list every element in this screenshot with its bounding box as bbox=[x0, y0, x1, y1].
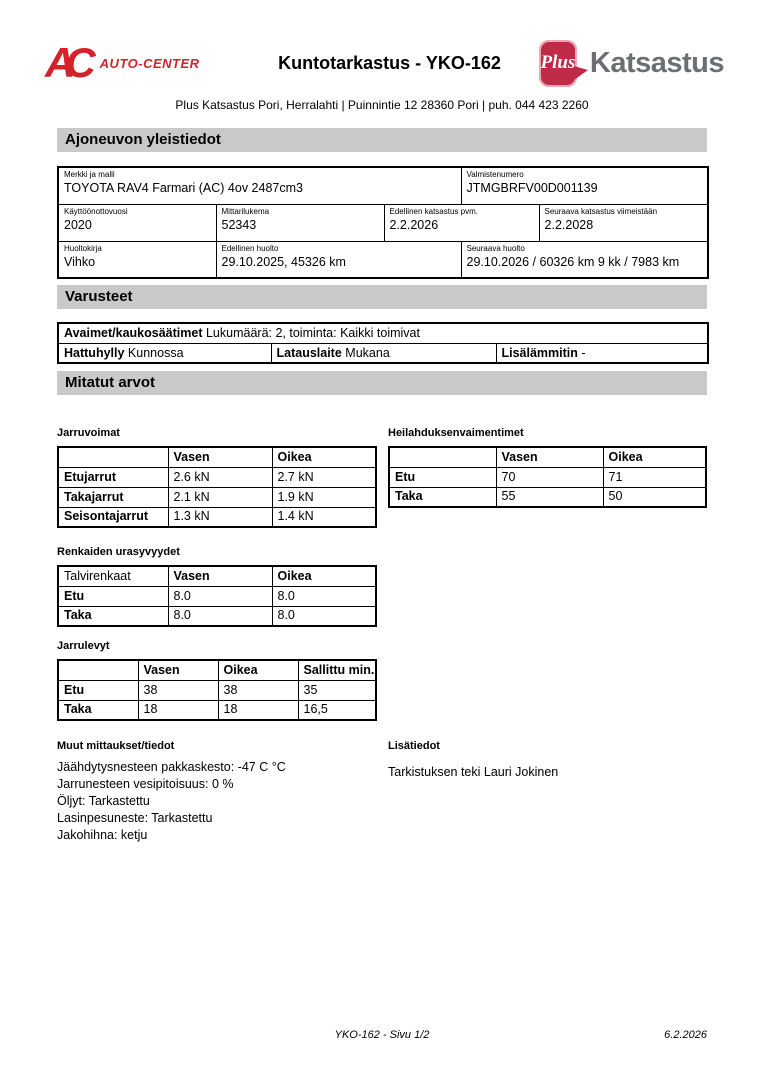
value-cell: 8.0 bbox=[168, 606, 272, 626]
field-label: Käyttöönottovuosi bbox=[64, 206, 128, 216]
field-value: 29.10.2026 / 60326 km 9 kk / 7983 km bbox=[466, 254, 680, 269]
measurements-top-row bbox=[57, 427, 707, 528]
field-label: Seuraava huolto bbox=[466, 243, 525, 253]
brake-discs-table bbox=[57, 659, 377, 721]
field-label: Lisälämmitin bbox=[501, 345, 578, 360]
table-row bbox=[389, 467, 706, 487]
field-label: Edellinen huolto bbox=[221, 243, 279, 253]
plus-katsastus-logo bbox=[539, 40, 724, 87]
note-line: Jäähdytysnesteen pakkaskesto: -47 C °C bbox=[57, 760, 286, 774]
note-line: Lasinpesuneste: Tarkastettu bbox=[57, 811, 213, 825]
shock-absorbers-block bbox=[388, 427, 705, 528]
value-cell: 2.1 kN bbox=[168, 487, 272, 507]
row-label: Etujarrut bbox=[58, 467, 168, 487]
header-cell: Oikea bbox=[272, 566, 376, 586]
field-label: Mittarilukema bbox=[221, 206, 270, 216]
field-value: 2.2.2026 bbox=[389, 217, 439, 232]
value-cell: 1.3 kN bbox=[168, 507, 272, 527]
shock-absorbers-caption: Heilahduksenvaimentimet bbox=[388, 427, 524, 439]
value-cell: 18 bbox=[218, 700, 298, 720]
other-measurements-block bbox=[57, 740, 375, 844]
brake-forces-table bbox=[57, 446, 377, 528]
field-value: JTMGBRFV00D001139 bbox=[466, 181, 598, 195]
value-cell: 71 bbox=[603, 467, 706, 487]
field-value: 29.10.2025, 45326 km bbox=[221, 254, 346, 269]
value-cell: 18 bbox=[138, 700, 218, 720]
field-seuraava-huolto bbox=[461, 241, 708, 278]
page-footer bbox=[0, 1029, 764, 1045]
equipment-table bbox=[57, 322, 709, 364]
equipment-row bbox=[58, 323, 708, 343]
vehicle-info-row bbox=[58, 241, 708, 278]
header-cell: Vasen bbox=[138, 660, 218, 680]
field-value: 2.2.2028 bbox=[544, 217, 594, 232]
field-huoltokirja bbox=[58, 241, 216, 278]
header-cell bbox=[58, 660, 138, 680]
page-title: Kuntotarkastus - YKO-162 bbox=[278, 52, 501, 73]
plus-badge-icon bbox=[539, 40, 577, 87]
field-value: Vihko bbox=[64, 254, 96, 269]
value-cell: 70 bbox=[496, 467, 603, 487]
field-value: Kunnossa bbox=[127, 345, 184, 360]
value-cell: 8.0 bbox=[272, 586, 376, 606]
header-cell: Oikea bbox=[218, 660, 298, 680]
brake-discs-caption: Jarrulevyt bbox=[57, 640, 110, 652]
row-label: Etu bbox=[58, 586, 168, 606]
print-date: 6.2.2026 bbox=[664, 1029, 707, 1041]
other-measurements-lines bbox=[57, 759, 375, 844]
field-mittarilukema bbox=[216, 204, 384, 241]
section-header-equipment: Varusteet bbox=[57, 285, 707, 309]
header-cell: Vasen bbox=[496, 447, 603, 467]
value-cell: 1.9 kN bbox=[272, 487, 376, 507]
field-avaimet bbox=[58, 323, 708, 343]
row-label: Taka bbox=[58, 606, 168, 626]
table-row bbox=[58, 487, 376, 507]
header-cell: Talvirenkaat bbox=[58, 566, 168, 586]
page-number: YKO-162 - Sivu 1/2 bbox=[334, 1029, 430, 1041]
vehicle-info-row bbox=[58, 204, 708, 241]
katsastus-wordmark: Katsastus bbox=[589, 46, 724, 79]
table-row bbox=[58, 700, 376, 720]
value-cell: 8.0 bbox=[272, 606, 376, 626]
field-label: Huoltokirja bbox=[64, 243, 102, 253]
value-cell: 50 bbox=[603, 487, 706, 507]
auto-center-logo bbox=[45, 39, 240, 86]
value-cell: 1.4 kN bbox=[272, 507, 376, 527]
row-label: Seisontajarrut bbox=[58, 507, 168, 527]
section-header-measurements: Mitatut arvot bbox=[57, 371, 707, 395]
report-body bbox=[57, 128, 707, 844]
vehicle-info-row bbox=[58, 167, 708, 204]
value-cell: 8.0 bbox=[168, 586, 272, 606]
brake-forces-caption: Jarruvoimat bbox=[57, 427, 120, 439]
tire-depths-table bbox=[57, 565, 377, 627]
field-value: 52343 bbox=[221, 217, 257, 232]
inspector-note: Tarkistuksen teki Lauri Jokinen bbox=[388, 765, 559, 779]
table-row bbox=[58, 586, 376, 606]
table-row bbox=[58, 467, 376, 487]
note-line: Jarrunesteen vesipitoisuus: 0 % bbox=[57, 777, 234, 791]
extra-info-block bbox=[388, 740, 705, 844]
field-label: Edellinen katsastus pvm. bbox=[389, 206, 478, 216]
field-seuraava-katsastus bbox=[539, 204, 708, 241]
row-label: Taka bbox=[58, 700, 138, 720]
field-merkki-ja-malli bbox=[58, 167, 461, 204]
row-label: Takajarrut bbox=[58, 487, 168, 507]
table-row bbox=[58, 680, 376, 700]
value-cell: 55 bbox=[496, 487, 603, 507]
vehicle-info-table bbox=[57, 166, 709, 279]
field-value: Mukana bbox=[345, 345, 390, 360]
brake-discs-block bbox=[57, 640, 707, 721]
note-line: Öljyt: Tarkastettu bbox=[57, 794, 150, 808]
field-edellinen-katsastus bbox=[384, 204, 539, 241]
header-cell: Oikea bbox=[603, 447, 706, 467]
value-cell: 38 bbox=[138, 680, 218, 700]
field-edellinen-huolto bbox=[216, 241, 461, 278]
field-valmistenumero bbox=[461, 167, 708, 204]
field-latauslaite bbox=[271, 343, 496, 363]
field-label: Hattuhylly bbox=[64, 345, 125, 360]
field-label: Avaimet/kaukosäätimet bbox=[64, 326, 203, 340]
speech-bubble-tail-icon bbox=[574, 66, 588, 80]
value-cell: 38 bbox=[218, 680, 298, 700]
auto-center-monogram-icon: AC bbox=[45, 39, 86, 86]
value-cell: 2.7 kN bbox=[272, 467, 376, 487]
header-cell: Sallittu min. bbox=[298, 660, 376, 680]
field-value: TOYOTA RAV4 Farmari (AC) 4ov 2487cm3 bbox=[64, 181, 303, 195]
report-header bbox=[0, 0, 764, 92]
field-label: Valmistenumero bbox=[466, 170, 524, 179]
note-line: Jakohihna: ketju bbox=[57, 828, 148, 842]
table-row bbox=[58, 606, 376, 626]
station-address: Plus Katsastus Pori, Herralahti | Puinnintie 12 28360 Pori | puh. 044 423 2260 bbox=[175, 98, 589, 112]
field-kayttoonottovuosi bbox=[58, 204, 216, 241]
tire-depths-caption: Renkaiden urasyvyydet bbox=[57, 546, 180, 558]
field-value: 2020 bbox=[64, 217, 92, 232]
table-header-row bbox=[58, 447, 376, 467]
value-cell: 35 bbox=[298, 680, 376, 700]
table-header-row bbox=[389, 447, 706, 467]
section-header-general: Ajoneuvon yleistiedot bbox=[57, 128, 707, 152]
field-label: Merkki ja malli bbox=[64, 170, 115, 179]
auto-center-wordmark: AUTO-CENTER bbox=[99, 55, 200, 71]
tire-depths-block bbox=[57, 546, 707, 627]
other-measurements-caption: Muut mittaukset/tiedot bbox=[57, 740, 175, 752]
table-header-row bbox=[58, 566, 376, 586]
header-cell bbox=[389, 447, 496, 467]
field-value: Lukumäärä: 2, toiminta: Kaikki toimivat bbox=[205, 326, 420, 340]
table-header-row bbox=[58, 660, 376, 680]
brake-forces-block bbox=[57, 427, 375, 528]
header-cell: Vasen bbox=[168, 566, 272, 586]
row-label: Etu bbox=[58, 680, 138, 700]
table-row bbox=[389, 487, 706, 507]
field-value: - bbox=[581, 345, 586, 360]
field-hattuhylly bbox=[58, 343, 271, 363]
row-label: Taka bbox=[389, 487, 496, 507]
header-cell: Vasen bbox=[168, 447, 272, 467]
table-row bbox=[58, 507, 376, 527]
equipment-row bbox=[58, 343, 708, 363]
notes-row bbox=[57, 740, 707, 844]
shock-absorbers-table bbox=[388, 446, 707, 508]
field-label: Latauslaite bbox=[276, 345, 342, 360]
header-cell: Oikea bbox=[272, 447, 376, 467]
field-label: Seuraava katsastus viimeistään bbox=[544, 206, 658, 216]
field-lisalammitin bbox=[496, 343, 708, 363]
extra-info-caption: Lisätiedot bbox=[388, 740, 440, 752]
row-label: Etu bbox=[389, 467, 496, 487]
header-cell bbox=[58, 447, 168, 467]
plus-badge-text: Plus bbox=[540, 52, 576, 73]
value-cell: 16,5 bbox=[298, 700, 376, 720]
value-cell: 2.6 kN bbox=[168, 467, 272, 487]
